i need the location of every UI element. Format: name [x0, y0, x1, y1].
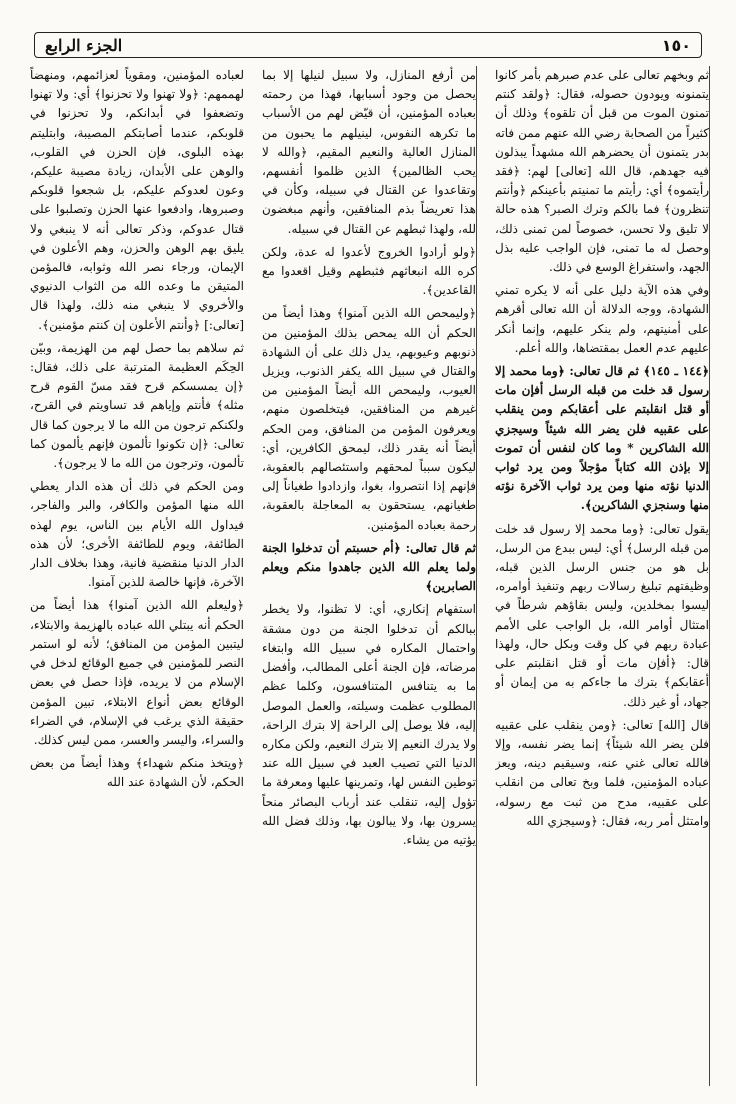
paragraph: يقول تعالى: ﴿وما محمد إلا رسول قد خلت من قبله الرسل﴾ أي: ليس ببدع من الرسل، بل هو من جنس الرسل الذين قبله، وظيفتهم تبليغ رسالات ربهم وتنفيذ أوامره، ليسوا بمخلدين، وليس بقاؤهم شرطاً في امتثال أوامر الله، بل الواجب على الأمم عبادة ربهم في كل وقت وبكل حال، ولهذا قال: ﴿أفإن مات أو قتل انقلبتم على أعقابكم﴾ بترك ما جاءكم به من إيمان أو جهاد، أو غير ذلك. — [495, 521, 709, 709]
paragraph: ثم سلاهم بما حصل لهم من الهزيمة، وبيّن الحِكَم العظيمة المترتبة على ذلك، فقال: ﴿إن يمسسكم قرح فقد مسّ القوم قرح مثله﴾ فأنتم وإياهم قد تساويتم في القرح، ولكنكم ترجون من الله ما لا يرجون كما قال تعالى: ﴿إن تكونوا تألمون فإنهم يألمون كما تألمون، وترجون من الله ما لا يرجون﴾. — [30, 340, 244, 471]
paragraph: وفي هذه الآية دليل على أنه لا يكره تمني الشهادة، ووجه الدلالة أن الله تعالى أقرهم على أمنيتهم، ولم ينكر عليهم، وإنما أنكر عليهم عدم العمل بمقتضاها، والله أعلم. — [495, 283, 709, 355]
column-left — [495, 66, 710, 1086]
paragraph: ﴿وليعلم الله الذين آمنوا﴾ هذا أيضاً من الحكم أنه يبتلي الله عباده بالهزيمة والابتلاء، ليتبين المؤمن من المنافق؛ لأنه لو استمر النصر للمؤمنين في جميع الوقائع لدخل في الإسلام من لا يريده، فإذا حصل في بعض الوقائع بعض أنواع الابتلاء، تبين المؤمن حقيقة الذي يرغب في الإسلام، في الضراء والسراء، واليسر والعسر، ممن ليس كذلك. — [30, 598, 244, 747]
paragraph: قال [الله] تعالى: ﴿ومن ينقلب على عقبيه فلن يضر الله شيئاً﴾ إنما يضر نفسه، وإلا فالله تعالى غني عنه، وسيقيم دينه، ويعز عباده المؤمنين، فلما وبخ تعالى من انقلب على عقبيه، مدح من ثبت مع رسوله، وامتثل أمر ربه، فقال: ﴿وسيجزي الله — [495, 717, 709, 828]
column-right — [30, 66, 244, 1086]
paragraph: استفهام إنكاري، أي: لا تظنوا، ولا يخطر ببالكم أن تدخلوا الجنة من دون مشقة واحتمال المكاره في سبيل الله وابتغاء مرضاته، فإن الجنة أعلى المطالب، وأفضل ما به يتنافس المتنافسون، وكلما عظم المطلوب عظمت وسيلته، والعمل الموصل إليه، فلا يوصل إلى الراحة إلا بترك الراحة، ولا يدرك النعيم إلا بترك النعيم، ولكن مكاره الدنيا التي تصيب العبد في سبيل الله عند توطين النفس لها، وتمرينها عليها ومعرفة ما تؤول إليه، تنقلب عند أرباب البصائر منحاً يسرون بها، ولا يبالون بها، وذلك فضل الله يؤتيه من يشاء. — [262, 602, 476, 847]
paragraph: ومن الحكم في ذلك أن هذه الدار يعطي الله منها المؤمن والكافر، والبر والفاجر، فيداول الله الأيام بين الناس، يوم لهذه الطائفة، ويوم للطائفة الأخرى؛ لأن هذه الدار الدنيا منقضية فانية، وهذا بخلاف الدار الآخرة، فإنها خالصة للذين آمنوا. — [30, 479, 244, 590]
paragraph: من أرفع المنازل، ولا سبيل لنيلها إلا بما يحصل من وجود أسبابها، فهذا من رحمته بعباده المؤمنين، أن قيّض لهم من الأسباب ما تكرهه النفوس، لينيلهم ما يحبون من المنازل العالية والنعيم المقيم، ﴿والله لا يحب الظالمين﴾ الذين ظلموا أنفسهم، وتقاعدوا عن القتال في سبيله، وكأن في هذا تعريضاً بذم المنافقين، وأنهم مبغضون لله، ولهذا ثبطهم عن القتال في سبيله. — [262, 68, 476, 236]
paragraph-verse: ثم قال تعالى: ﴿أم حسبتم أن تدخلوا الجنة ولما يعلم الله الذين جاهدوا منكم ويعلم الصابرين﴾ — [262, 540, 476, 594]
paragraph: ﴿ولو أرادوا الخروج لأعدوا له عدة، ولكن كره الله انبعاثهم فثبطهم وقيل اقعدوا مع القاعدين﴾. — [262, 244, 476, 298]
text-columns — [30, 66, 710, 1086]
part-title: الجزء الرابع — [45, 35, 123, 55]
page-header — [34, 32, 702, 58]
column-middle — [262, 66, 477, 1086]
paragraph: ﴿ويتخذ منكم شهداء﴾ وهذا أيضاً من بعض الحكم، لأن الشهادة عند الله — [30, 756, 244, 790]
paragraph: ﴿وليمحص الله الذين آمنوا﴾ وهذا أيضاً من الحكم أن الله يمحص بذلك المؤمنين من ذنوبهم وعيوبهم، يدل ذلك على أن الشهادة والقتال في سبيل الله يكفر الذنوب، ويزيل العيوب، وليمحص الله أيضاً المؤمنين من غيرهم من المنافقين، فيتخلصون منهم، ويعرفون المؤمن من المنافق، ومن الحكم أيضاً أنه يقدر ذلك، ليمحق الكافرين، أي: ليكون سبباً لمحقهم واستئصالهم بالعقوبة، فإنهم إذا انتصروا، بغوا، وازدادوا طغياناً إلى طغيانهم، يستحقون به المعاجلة بالعقوبة، رحمة بعباده المؤمنين. — [262, 306, 476, 532]
paragraph-verse: ﴿١٤٤ ـ ١٤٥﴾ ثم قال تعالى: ﴿وما محمد إلا رسول قد خلت من قبله الرسل أفإن مات أو قتل انقلبتم على أعقابكم ومن ينقلب على عقبيه فلن يضر الله شيئاً وسيجزي الله الشاكرين * وما كان لنفس أن تموت إلا بإذن الله كتاباً مؤجلاً ومن يرد ثواب الدنيا نؤته منها ومن يرد ثواب الآخرة نؤته منها وسنجزي الشاكرين﴾. — [495, 364, 709, 513]
paragraph: لعباده المؤمنين، ومقوياً لعزائمهم، ومنهضاً لهممهم: ﴿ولا تهنوا ولا تحزنوا﴾ أي: ولا تهنوا وتضعفوا في أبدانكم، ولا تحزنوا في قلوبكم، عندما أصابتكم المصيبة، وابتليتم بهذه البلوى، فإن الحزن في القلوب، والوهن على الأبدان، زيادة مصيبة عليكم، وعون لعدوكم عليكم، بل شجعوا قلوبكم وصبروها، وادفعوا عنها الحزن وتصلبوا على قتال عدوكم، وذكر تعالى أنه لا ينبغي ولا يليق بهم الوهن والحزن، وهم الأعلون في الإيمان، ورجاء نصر الله وثوابه، فالمؤمن المتيقن ما وعده الله من الثواب الدنيوي والأخروي لا ينبغي منه ذلك، ولهذا قال [تعالى:] ﴿وأنتم الأعلون إن كنتم مؤمنين﴾. — [30, 68, 244, 332]
paragraph: ثم وبخهم تعالى على عدم صبرهم بأمر كانوا يتمنونه ويودون حصوله، فقال: ﴿ولقد كنتم تمنون الموت من قبل أن تلقوه﴾ وذلك أن كثيراً من الصحابة رضي الله عنهم ممن فاته بدر يتمنون أن يحضرهم الله مشهداً يبذلون فيه جهدهم، قال الله [تعالى] لهم: ﴿فقد رأيتموه﴾ أي: رأيتم ما تمنيتم بأعينكم ﴿وأنتم تنظرون﴾ فما بالكم وترك الصبر؟ هذه حالة لا تليق ولا تحسن، خصوصاً لمن تمنى ذلك، وحصل له ما تمنى، فإن الواجب عليه بذل الجهد، واستفراغ الوسع في ذلك. — [495, 68, 709, 275]
page-number: ١٥٠ — [661, 35, 691, 55]
